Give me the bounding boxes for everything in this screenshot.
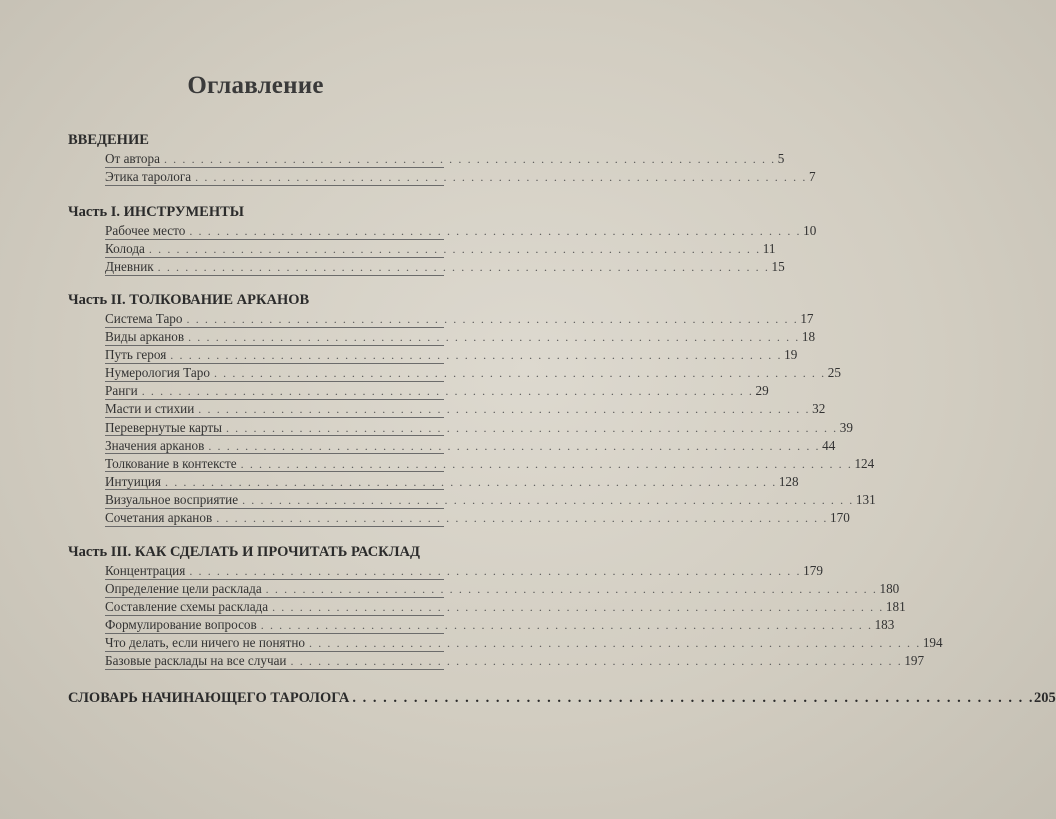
page-title: Оглавление [187, 72, 324, 99]
entry-page: 32 [812, 401, 826, 417]
toc-entry[interactable] [105, 562, 823, 580]
dot-leader: . . . . . . . . . . . . . . . . . . . . . . . . . . . . . . . . . . . . . . . . . . . . . . . . . . . . . . . . . . . . . . . . . . . [148, 242, 761, 257]
entry-page: 18 [801, 329, 816, 345]
dot-leader: . . . . . . . . . . . . . . . . . . . . . . . . . . . . . . . . . . . . . . . . . . . . . . . . . . . . . . . . . . . . . . . . . . . [141, 384, 754, 399]
entry-title: Колода [105, 241, 145, 257]
section-heading: Часть I. ИНСТРУМЕНТЫ [68, 204, 245, 220]
entry-title: Визуальное восприятие [105, 491, 239, 507]
entry-title: Составление схемы расклада [105, 599, 269, 615]
dot-leader: . . . . . . . . . . . . . . . . . . . . . . . . . . . . . . . . . . . . . . . . . . . . . . . . . . . . . . . . . . . . . . . . . . . [188, 330, 800, 345]
dot-leader: . . . . . . . . . . . . . . . . . . . . . . . . . . . . . . . . . . . . . . . . . . . . . . . . . . . . . . . . . . . . . . . . . . . [165, 474, 777, 489]
section-heading: ВВЕДЕНИЕ [68, 132, 149, 148]
entry-page: 197 [904, 653, 925, 669]
toc-entry[interactable] [105, 616, 895, 634]
entry-page: 39 [839, 419, 853, 435]
toc-entry[interactable] [105, 455, 875, 473]
section-heading: Часть III. КАК СДЕЛАТЬ И ПРОЧИТАТЬ РАСКЛАД [68, 544, 420, 560]
entry-title: От автора [105, 151, 160, 166]
entry-page: 19 [784, 347, 798, 363]
entry-page: 183 [874, 617, 895, 633]
entry-page: 179 [803, 563, 823, 578]
entry-page: 131 [855, 491, 876, 507]
entry-title: СЛОВАРЬ НАЧИНАЮЩЕГО ТАРОЛОГА [68, 690, 350, 706]
entry-page: 124 [854, 455, 875, 471]
entry-page: 15 [771, 259, 785, 275]
toc-entry[interactable] [105, 222, 817, 240]
entry-page: 29 [755, 383, 769, 399]
dot-leader: . . . . . . . . . . . . . . . . . . . . . . . . . . . . . . . . . . . . . . . . . . . . . . . . . . . . . . . . . . . . . . . . . . . [216, 511, 828, 526]
dot-leader: . . . . . . . . . . . . . . . . . . . . . . . . . . . . . . . . . . . . . . . . . . . . . . . . . . . . . . . . . . . . . . . . . . . [198, 402, 811, 417]
entry-title: Масти и стихии [105, 401, 195, 417]
entry-title: Ранги [105, 383, 138, 399]
entry-page: 10 [803, 223, 817, 238]
toc-entry[interactable] [105, 634, 943, 652]
entry-page: 205 [1033, 690, 1056, 706]
dot-leader: . . . . . . . . . . . . . . . . . . . . . . . . . . . . . . . . . . . . . . . . . . . . . . . . . . . . . . . . . . . . . . . . . . . [186, 312, 799, 326]
entry-page: 170 [830, 510, 850, 526]
entry-title: Концентрация [105, 563, 186, 578]
toc-entry[interactable] [105, 400, 826, 418]
section-part-2 [68, 290, 876, 527]
dot-leader: . . . . . . . . . . . . . . . . . . . . . . . . . . . . . . . . . . . . . . . . . . . . . . . . . . . . . . . . . . . . . . . . . . . [157, 260, 770, 275]
entry-title: Перевернутые карты [105, 419, 222, 435]
toc-entry[interactable] [105, 150, 785, 168]
toc-entry[interactable] [105, 168, 816, 186]
entry-page: 25 [827, 365, 841, 381]
toc-entry[interactable] [105, 598, 906, 616]
entry-title: Нумерология Таро [105, 365, 210, 381]
toc-entry[interactable] [105, 437, 836, 455]
dot-leader: . . . . . . . . . . . . . . . . . . . . . . . . . . . . . . . . . . . . . . . . . . . . . . . . . . . . . . . . . . . . . . . . . . . [290, 654, 903, 669]
section-part-3 [68, 542, 943, 671]
dot-leader: . . . . . . . . . . . . . . . . . . . . . . . . . . . . . . . . . . . . . . . . . . . . . . . . . . . . . . . . . . . . . . . . . . . [272, 600, 884, 615]
toc-entry[interactable] [105, 419, 853, 437]
entry-title: Толкование в контексте [105, 455, 237, 471]
dot-leader: . . . . . . . . . . . . . . . . . . . . . . . . . . . . . . . . . . . . . . . . . . . . . . . . . . . . . . . . . . . . . . . . . . . [163, 152, 776, 166]
entry-page: 7 [808, 169, 816, 185]
entry-title: Дневник [105, 259, 154, 275]
entry-title: Определение цели расклада [105, 581, 262, 597]
entry-page: 44 [822, 437, 836, 453]
toc-entry[interactable] [105, 491, 876, 509]
entry-title: Путь героя [105, 347, 167, 363]
toc-entry[interactable] [105, 346, 798, 364]
dot-leader: . . . . . . . . . . . . . . . . . . . . . . . . . . . . . . . . . . . . . . . . . . . . . . . . . . . . . . . . . . . . . . . . . . . [242, 492, 854, 507]
entry-title: Рабочее место [105, 223, 186, 238]
toc-entry[interactable] [105, 473, 799, 491]
toc-entry[interactable] [105, 509, 850, 527]
entry-title: Что делать, если ничего не понятно [105, 635, 306, 651]
toc-entry-glossary[interactable] [68, 688, 1056, 708]
entry-title: Значения арканов [105, 437, 205, 453]
dot-leader: . . . . . . . . . . . . . . . . . . . . . . . . . . . . . . . . . . . . . . . . . . . . . . . . . . . . . . . . . . . . . . . . . . . [352, 690, 1034, 706]
entry-page: 194 [922, 635, 943, 651]
entry-page: 17 [800, 311, 814, 326]
toc-entry[interactable] [105, 328, 816, 346]
dot-leader: . . . . . . . . . . . . . . . . . . . . . . . . . . . . . . . . . . . . . . . . . . . . . . . . . . . . . . . . . . . . . . . . . . . [225, 420, 838, 435]
toc-entry[interactable] [105, 580, 900, 598]
entry-title: Интуиция [105, 473, 162, 489]
toc-entry[interactable] [105, 382, 769, 400]
entry-page: 181 [885, 599, 906, 615]
toc-entry[interactable] [105, 310, 814, 328]
entry-title: Этика таролога [105, 169, 192, 185]
entry-page: 11 [762, 241, 776, 257]
dot-leader: . . . . . . . . . . . . . . . . . . . . . . . . . . . . . . . . . . . . . . . . . . . . . . . . . . . . . . . . . . . . . . . . . . . [213, 366, 826, 381]
dot-leader: . . . . . . . . . . . . . . . . . . . . . . . . . . . . . . . . . . . . . . . . . . . . . . . . . . . . . . . . . . . . . . . . . . . [170, 348, 783, 363]
section-heading: Часть II. ТОЛКОВАНИЕ АРКАНОВ [68, 292, 310, 308]
dot-leader: . . . . . . . . . . . . . . . . . . . . . . . . . . . . . . . . . . . . . . . . . . . . . . . . . . . . . . . . . . . . . . . . . . . [260, 618, 873, 633]
entry-title: Сочетания арканов [105, 510, 213, 526]
entry-page: 180 [879, 581, 900, 597]
dot-leader: . . . . . . . . . . . . . . . . . . . . . . . . . . . . . . . . . . . . . . . . . . . . . . . . . . . . . . . . . . . . . . . . . . . [189, 564, 802, 578]
entry-title: Базовые расклады на все случаи [105, 653, 287, 669]
toc-entry[interactable] [105, 258, 785, 276]
entry-title: Система Таро [105, 311, 183, 326]
dot-leader: . . . . . . . . . . . . . . . . . . . . . . . . . . . . . . . . . . . . . . . . . . . . . . . . . . . . . . . . . . . . . . . . . . . [208, 438, 821, 453]
toc-entry[interactable] [105, 240, 776, 258]
dot-leader: . . . . . . . . . . . . . . . . . . . . . . . . . . . . . . . . . . . . . . . . . . . . . . . . . . . . . . . . . . . . . . . . . . . [240, 456, 853, 471]
dot-leader: . . . . . . . . . . . . . . . . . . . . . . . . . . . . . . . . . . . . . . . . . . . . . . . . . . . . . . . . . . . . . . . . . . . [189, 224, 802, 238]
toc-entry[interactable] [105, 652, 925, 670]
dot-leader: . . . . . . . . . . . . . . . . . . . . . . . . . . . . . . . . . . . . . . . . . . . . . . . . . . . . . . . . . . . . . . . . . . . [309, 636, 921, 651]
entry-page: 5 [777, 151, 785, 166]
dot-leader: . . . . . . . . . . . . . . . . . . . . . . . . . . . . . . . . . . . . . . . . . . . . . . . . . . . . . . . . . . . . . . . . . . . [195, 170, 807, 185]
section-introduction [68, 130, 816, 186]
entry-title: Виды арканов [105, 329, 185, 345]
section-part-1 [68, 202, 817, 276]
dot-leader: . . . . . . . . . . . . . . . . . . . . . . . . . . . . . . . . . . . . . . . . . . . . . . . . . . . . . . . . . . . . . . . . . . . [265, 582, 878, 597]
entry-page: 128 [778, 473, 799, 489]
entry-title: Формулирование вопросов [105, 617, 257, 633]
toc-entry[interactable] [105, 364, 841, 382]
